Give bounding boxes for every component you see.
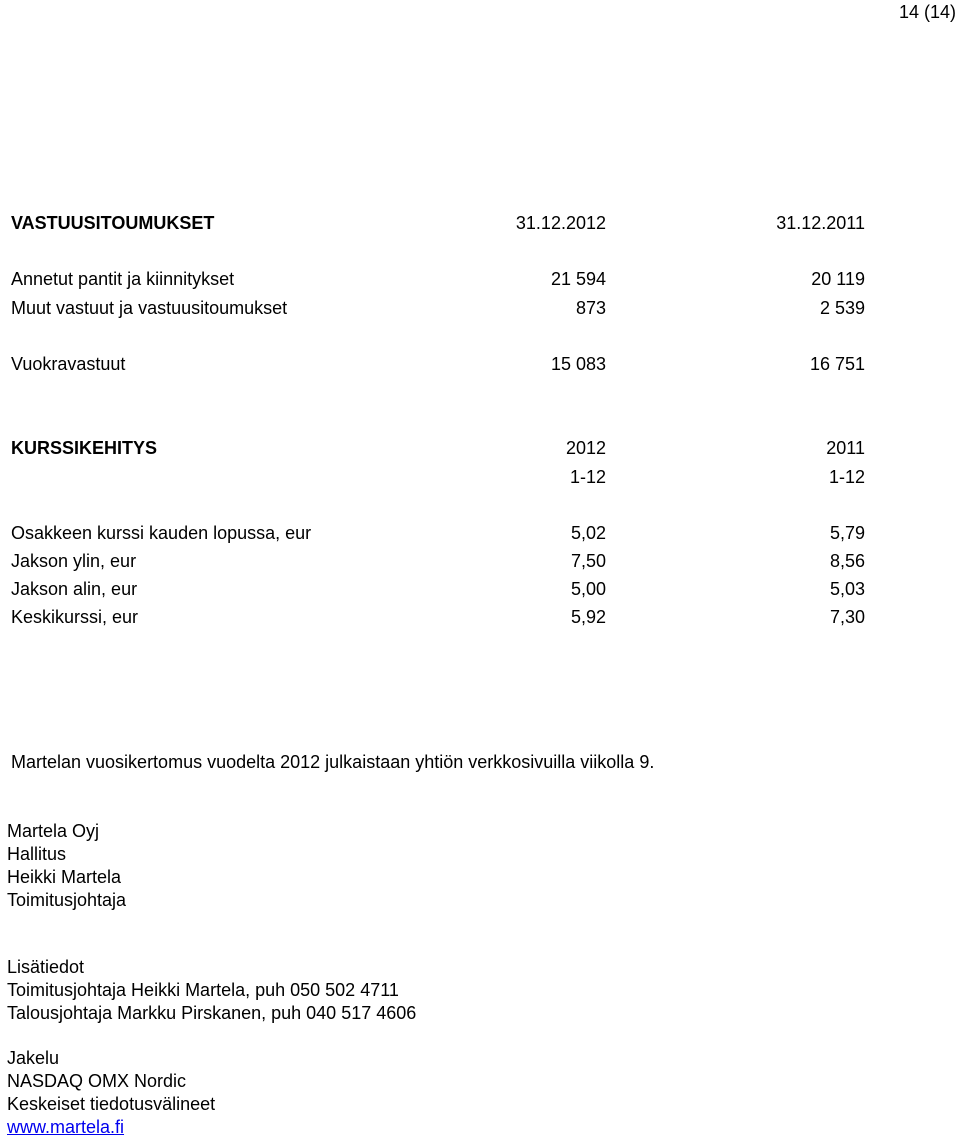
table-row-value: 15 083 <box>550 354 606 374</box>
table-row-value: 8,56 <box>829 551 865 571</box>
table-row-value: 20 119 <box>811 269 865 289</box>
signature-name: Heikki Martela <box>7 867 122 887</box>
share-price-col1-year: 2012 <box>565 438 606 458</box>
table-row-value: 7,30 <box>829 607 865 627</box>
table-row-value: 5,02 <box>570 523 606 543</box>
table-row-label: Vuokravastuut <box>11 354 126 374</box>
distribution-item: Keskeiset tiedotusvälineet <box>7 1094 216 1114</box>
table-row-label: Jakson ylin, eur <box>11 551 137 571</box>
table-row-label: Muut vastuut ja vastuusitoumukset <box>11 298 288 318</box>
share-price-col2-year: 2011 <box>826 438 865 458</box>
signature-company: Martela Oyj <box>7 821 100 841</box>
table-row-label: Keskikurssi, eur <box>11 607 139 627</box>
page-number: 14 (14) <box>898 2 956 22</box>
table-row-value: 7,50 <box>570 551 606 571</box>
table-row-label: Osakkeen kurssi kauden lopussa, eur <box>11 523 312 543</box>
info-heading: Lisätiedot <box>7 957 85 977</box>
commitments-col2-header: 31.12.2011 <box>776 213 865 233</box>
signature-title: Toimitusjohtaja <box>7 890 127 910</box>
table-row-label: Annetut pantit ja kiinnitykset <box>11 269 235 289</box>
commitments-col1-header: 31.12.2012 <box>515 213 606 233</box>
distribution-item: NASDAQ OMX Nordic <box>7 1071 187 1091</box>
table-row-value: 5,03 <box>829 579 865 599</box>
table-row-value: 16 751 <box>809 354 865 374</box>
table-row-value: 21 594 <box>550 269 606 289</box>
table-row-value: 873 <box>575 298 606 318</box>
table-row-value: 2 539 <box>819 298 865 318</box>
share-price-col1-period: 1-12 <box>569 467 606 487</box>
signature-board: Hallitus <box>7 844 67 864</box>
share-price-col2-period: 1-12 <box>828 467 865 487</box>
info-contact-cfo: Talousjohtaja Markku Pirskanen, puh 040 517 4606 <box>7 1003 417 1023</box>
table-row-label: Jakson alin, eur <box>11 579 138 599</box>
table-row-value: 5,92 <box>570 607 606 627</box>
distribution-heading: Jakelu <box>7 1048 60 1068</box>
info-contact-ceo: Toimitusjohtaja Heikki Martela, puh 050 502 4711 <box>7 980 399 1000</box>
table-row-value: 5,79 <box>829 523 865 543</box>
annual-report-note: Martelan vuosikertomus vuodelta 2012 julkaistaan yhtiön verkkosivuilla viikolla 9. <box>11 752 655 772</box>
website-link[interactable]: www.martela.fi <box>7 1117 125 1137</box>
share-price-heading: KURSSIKEHITYS <box>11 438 158 458</box>
table-row-value: 5,00 <box>570 579 606 599</box>
commitments-heading: VASTUUSITOUMUKSET <box>11 213 215 233</box>
